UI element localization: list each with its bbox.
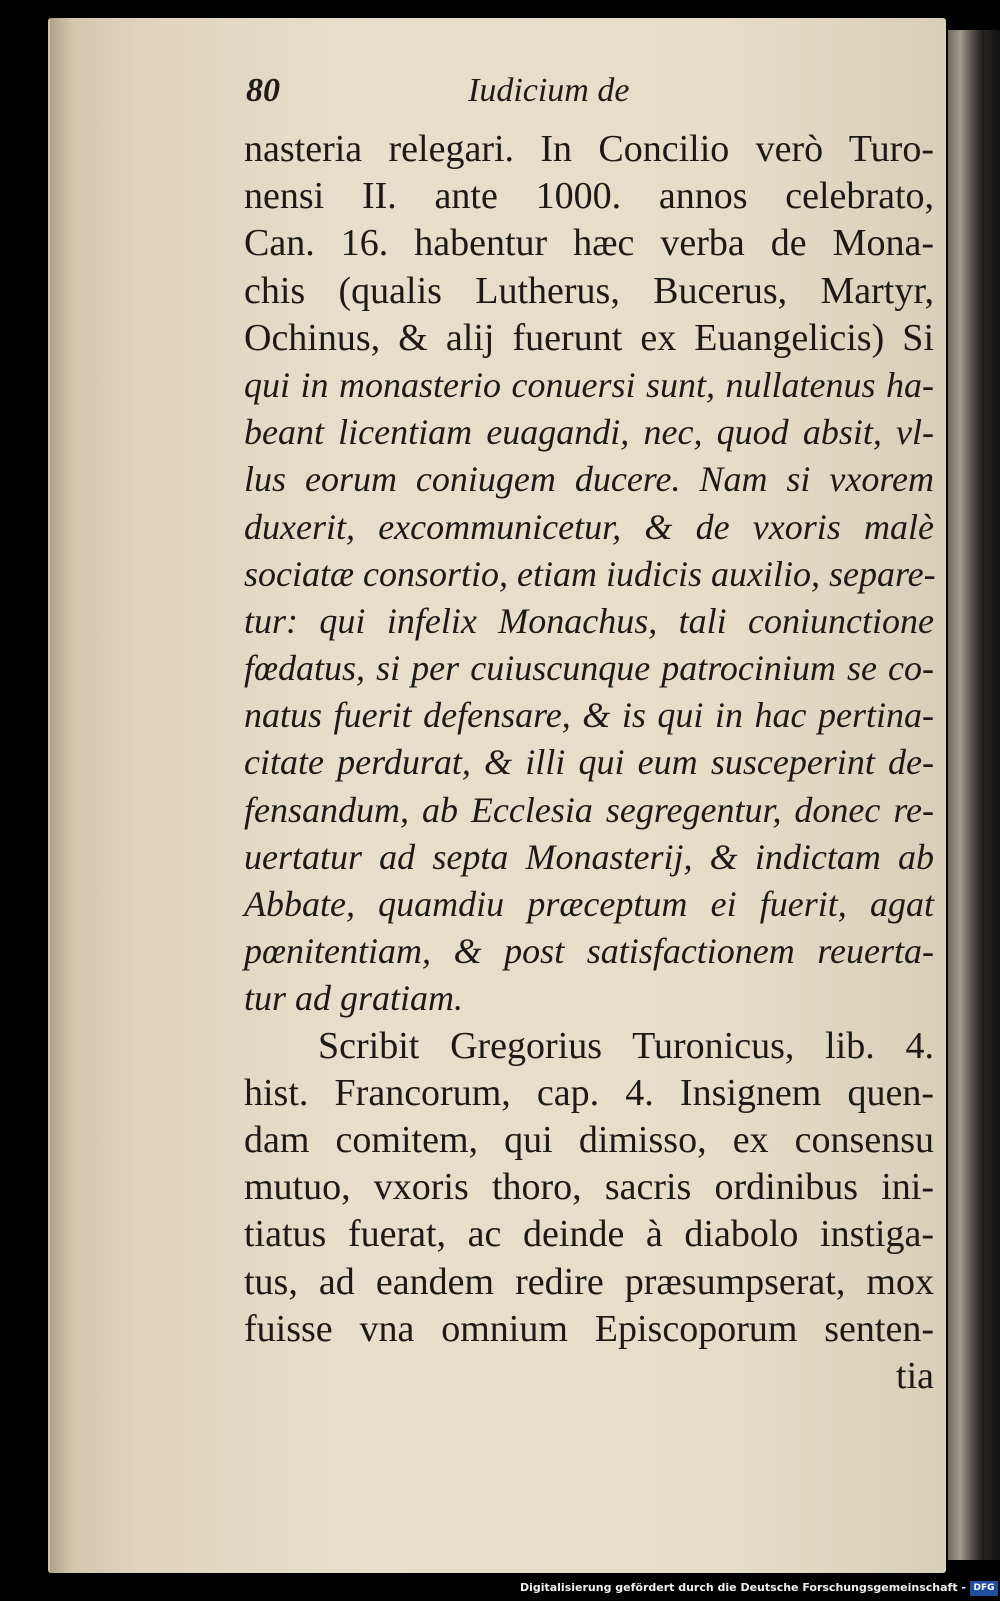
text-line: dam comitem, qui dimisso, ex consensu [244,1118,934,1161]
text-line: Ochinus, & alij fuerunt ex Euangelicis) Si [244,316,934,359]
page-header [246,72,946,122]
text-block [244,126,934,1400]
text-line-italic: qui in monasterio conuersi sunt, nullatenus ha- [244,364,934,405]
text-line-italic: fœdatus, si per cuiuscunque patrocinium se co- [244,648,934,689]
text-line-italic: citate perdurat, & illi qui eum susceperint de- [244,742,934,783]
digitization-footer [0,1578,1000,1601]
catchword: tia [896,1354,934,1397]
text-line-italic: beant licentiam euagandi, nec, quod absit, vl- [244,412,934,453]
running-head: Iudicium de [468,72,630,109]
text-line-italic: fensandum, ab Ecclesia segregentur, donec re- [244,789,934,830]
paragraph-start-line: Scribit Gregorius Turonicus, lib. 4. [318,1024,934,1067]
text-line-italic: tur: qui infelix Monachus, tali coniunctione [244,600,934,641]
funding-credit: Digitalisierung gefördert durch die Deutsche Forschungsgemeinschaft - [519,1581,966,1594]
text-line: hist. Francorum, cap. 4. Insignem quen- [244,1071,934,1114]
text-line-italic: duxerit, excommunicetur, & de vxoris malè [244,506,934,547]
gutter-shadow [50,18,72,1573]
text-line: chis (qualis Lutherus, Bucerus, Martyr, [244,269,934,312]
text-line: nasteria relegari. In Concilio verò Turo- [244,128,934,170]
text-line-italic: uertatur ad septa Monasterij, & indictam ab [244,836,934,877]
page-number: 80 [246,72,280,109]
text-line-italic: natus fuerit defensare, & is qui in hac pertina- [244,695,934,736]
text-line-italic: sociatæ consortio, etiam iudicis auxilio, separe- [244,553,936,594]
text-line: tiatus fuerat, ac deinde à diabolo instiga- [244,1213,934,1256]
text-line: fuisse vna omnium Episcoporum senten- [244,1307,934,1350]
text-line: tus, ad eandem redire præsumpserat, mox [244,1260,934,1303]
text-line: mutuo, vxoris thoro, sacris ordinibus ini- [244,1166,934,1209]
dfg-logo-icon: DFG [970,1581,998,1596]
text-line-italic: pœnitentiam, & post satisfactionem reuerta- [244,931,934,972]
text-line-italic: lus eorum coniugem ducere. Nam si vxorem [244,459,934,500]
text-line-italic: tur ad gratiam. [244,978,464,1019]
page-edge-stack [948,30,984,1560]
text-line: Can. 16. habentur hæc verba de Mona- [244,222,934,265]
text-line: nensi II. ante 1000. annos celebrato, [244,175,934,218]
text-line-italic: Abbate, quamdiu præceptum ei fuerit, agat [244,884,934,924]
